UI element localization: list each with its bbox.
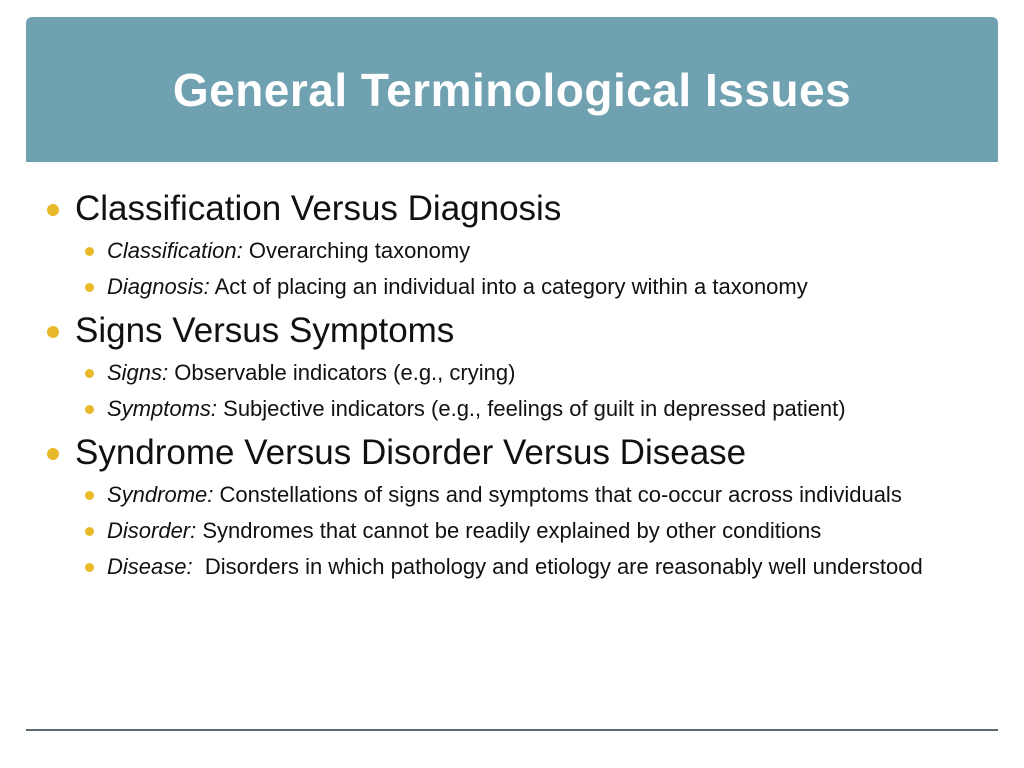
title-band — [26, 17, 998, 162]
sub-bullet-list — [44, 358, 984, 424]
definition-text: Overarching taxonomy — [242, 238, 471, 263]
bullet-heading: Signs Versus Symptoms — [75, 311, 455, 350]
sub-bullet-list — [44, 480, 984, 582]
sub-bullet-item — [44, 552, 984, 582]
sub-bullet-dot-icon — [85, 283, 94, 292]
sub-bullet-dot-icon — [85, 247, 94, 256]
sub-bullet-dot-icon — [85, 405, 94, 414]
definition-text: Constellations of signs and symptoms that co-occur across individuals — [213, 482, 902, 507]
section-signs-vs-symptoms — [44, 308, 984, 424]
sub-bullet-item — [44, 394, 984, 424]
footer-divider — [26, 729, 998, 731]
definition-text: Act of placing an individual into a category within a taxonomy — [209, 274, 808, 299]
bullet-level1 — [44, 186, 984, 232]
term-label: Signs: — [107, 360, 169, 385]
bullet-level1 — [44, 430, 984, 476]
term-label: Diagnosis: — [107, 274, 210, 299]
sub-bullet-dot-icon — [85, 369, 94, 378]
sub-bullet-item — [44, 358, 984, 388]
sub-bullet-list — [44, 236, 984, 302]
term-label: Syndrome: — [107, 482, 214, 507]
sub-bullet-dot-icon — [85, 527, 94, 536]
term-label: Symptoms: — [107, 396, 218, 421]
bullet-heading: Classification Versus Diagnosis — [75, 189, 562, 228]
bullet-dot-icon — [47, 448, 59, 460]
sub-bullet-dot-icon — [85, 491, 94, 500]
sub-bullet-dot-icon — [85, 563, 94, 572]
bullet-level1 — [44, 308, 984, 354]
section-syndrome-disorder-disease — [44, 430, 984, 582]
bullet-dot-icon — [47, 326, 59, 338]
definition-text: Disorders in which pathology and etiology are reasonably well understood — [192, 554, 923, 579]
slide-title: General Terminological Issues — [172, 63, 852, 116]
sub-bullet-item — [44, 480, 984, 510]
bullet-heading: Syndrome Versus Disorder Versus Disease — [75, 433, 747, 472]
sub-bullet-item — [44, 516, 984, 546]
term-label: Classification: — [107, 238, 243, 263]
definition-text: Subjective indicators (e.g., feelings of guilt in depressed patient) — [217, 396, 846, 421]
bullet-dot-icon — [47, 204, 59, 216]
sub-bullet-item — [44, 236, 984, 266]
definition-text: Syndromes that cannot be readily explained by other conditions — [196, 518, 822, 543]
term-label: Disorder: — [107, 518, 197, 543]
term-label: Disease: — [107, 554, 193, 579]
bullet-content — [44, 186, 984, 588]
definition-text: Observable indicators (e.g., crying) — [168, 360, 516, 385]
sub-bullet-item — [44, 272, 984, 302]
section-classification-vs-diagnosis — [44, 186, 984, 302]
